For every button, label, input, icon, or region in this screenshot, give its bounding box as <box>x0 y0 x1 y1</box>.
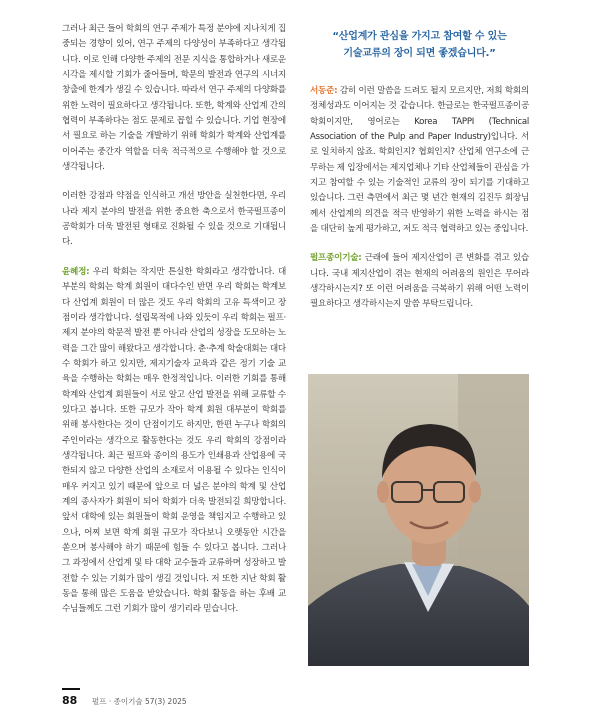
left-column <box>62 22 286 632</box>
portrait-illustration <box>308 374 529 666</box>
paragraph: 이러한 강점과 약점을 인식하고 개선 방안을 실천한다면, 우리나라 제지 분야의 발전을 위한 중요한 축으로서 한국펄프종이공학회가 더욱 발전된 형태로 진화될 수 있을 것으로 기대됩니다. <box>62 191 286 248</box>
speaker-name: 펄프종이기술: <box>310 253 362 264</box>
speaker-name: 서동준: <box>310 86 338 96</box>
paragraph: 그러나 최근 들어 학회의 연구 주제가 특정 분야에 지나치게 집중되는 경향이 있어, 연구 주제의 다양성이 부족하다고 생각됩니다. 이로 인해 다양한 주제의 전문 지식을 통합하거나 새로운 시각을 제시할 기회가 줄어들며, 학문의 발전과 연구의 시너지 창출에 한계가 생길 수 있습니다. 따라서 연구 주제의 다양화를 위한 노력이 필요하다고 생각됩니다. 또한, 학계와 산업계 간의 협력이 부족하다는 점도 문제로 꼽힐 수 있습니다. 기업 현장에서 필요로 하는 기술을 개발하기 위해 학회가 학계와 산업계를 이어주는 중간자 역할을 더욱 적극적으로 수행해야 할 것으로 생각됩니다. <box>62 24 286 173</box>
page-number: 88 <box>62 694 78 707</box>
pull-quote-line: “산업계가 관심을 가지고 참여할 수 있는 <box>332 31 507 42</box>
journal-citation: 펄프 · 종이기술 57(3) 2025 <box>92 697 187 706</box>
speaker-text: 감히 이런 말씀을 드려도 될지 모르지만, 저희 학회의 정체성과도 이어지는 것 같습니다. 한글로는 한국펄프종이공학회이지만, 영어로는 Korea TAPPI (Technical Association of the Pulp and Paper Industry)입니다. 서로 일치하지 않죠. 학회인지? 협회인지? 산업체 연구소에 근무하는 제 입장에서는 제지업체나 기타 산업체들이 관심을 가지고 참여할 수 있는 기술적인 교류의 장이 되기를 기대하고 있습니다. 그런 측면에서 최근 몇 년간 현재의 김진두 회장님께서 산업계의 의견을 적극 반영하기 위한 노력을 하시는 점을 대단히 높게 평가하고, 저도 적극 협력하고 있는 중입니다. <box>310 86 529 235</box>
pull-quote <box>310 28 529 62</box>
paragraph <box>310 84 529 237</box>
speaker-text: 우리 학회는 작지만 튼실한 학회라고 생각합니다. 대부분의 학회는 학계 회원이 대다수인 반면 우리 학회는 학계보다 산업계 회원이 더 많은 것도 우리 학회의 고유 특색이고 장점이라 생각합니다. 설립목적에 나와 있듯이 우리 학회는 펄프·제지 분야의 학문적 발전 뿐 아니라 산업의 성장을 도모하는 노력을 그간 많이 해왔다고 생각합니다. 춘·추계 학술대회는 대다수 학회가 하고 있지만, 제지기술자 교육과 같은 정기 기술 교육을 수행하는 학회는 매우 한정적입니다. 이러한 기회를 통해 학계와 산업계 회원들이 서로 알고 산업 발전을 위해 교류할 수 있다고 봅니다. 또한 규모가 작아 학계 회원 대부분이 학회를 위해 봉사한다는 것이 단점이기도 하지만, 한편 누구나 학회의 주인이라는 생각으로 활동한다는 것도 우리 학회의 강점이라 생각됩니다. 최근 펄프와 종이의 용도가 인쇄용과 산업용에 국한되지 않고 다양한 산업의 소재로서 이용될 수 있다는 인식이 매우 커지고 있기 때문에 앞으로 더 넓은 분야의 학계 및 산업계의 종사자가 회원이 되어 학회가 더욱 발전되길 희망합니다. 앞서 대학에 있는 회원들이 학회 운영을 책임지고 수행하고 있으나, 어찌 보면 학계 회원 규모가 작다보니 오랫동안 시간을 쏟으며 봉사해야 하기 때문에 힘들 수 있다고 봅니다. 그러나 그 과정에서 산업계 및 타 대학 교수들과 교류하며 성장하고 발전할 수 있는 기회가 많이 생길 것입니다. 저 또한 지난 학회 활동을 통해 많은 도움을 받았습니다. 학회 활동을 하는 후배 교수님들께도 그런 기회가 많이 생기리라 믿습니다. <box>62 266 286 615</box>
pull-quote-line: 기술교류의 장이 되면 좋겠습니다.” <box>343 48 496 59</box>
speaker-text: 근래에 들어 제지산업이 큰 변화를 겪고 있습니다. 국내 제지산업이 겪는 현재의 어려움의 원인은 무어라 생각하시는지? 또 이런 어려움을 극복하기 위해 어떤 노력이 필요하다고 생각하시는지 말씀 부탁드립니다. <box>310 253 529 310</box>
paragraph <box>62 265 286 618</box>
portrait-photo <box>308 374 529 666</box>
speaker-name: 윤혜정: <box>62 266 90 277</box>
right-column <box>310 22 529 327</box>
page-footer <box>62 688 532 710</box>
footer-rule <box>62 688 80 690</box>
paragraph <box>310 251 529 312</box>
